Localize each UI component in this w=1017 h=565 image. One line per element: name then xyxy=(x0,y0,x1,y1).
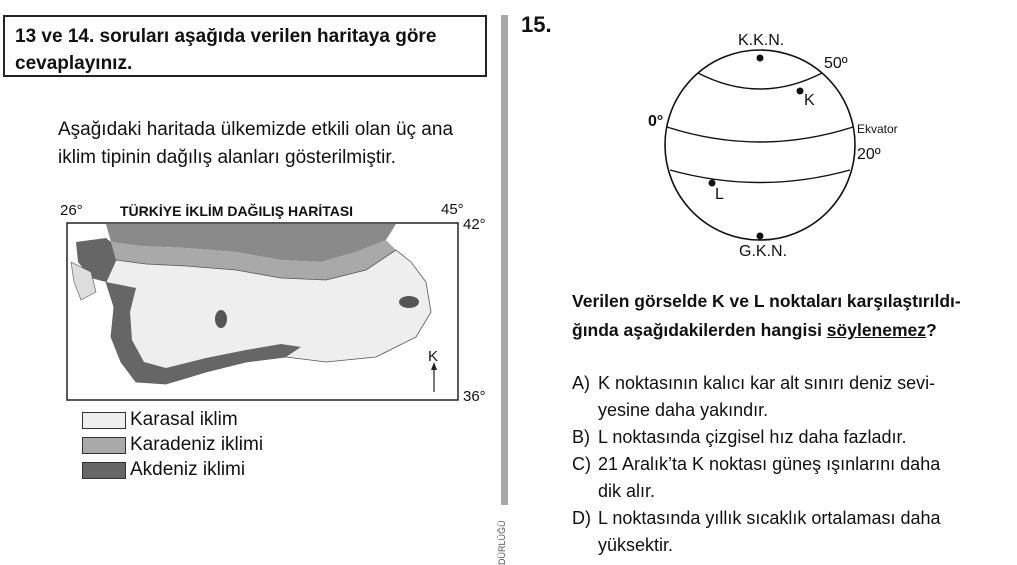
legend-item-karadeniz xyxy=(82,434,263,456)
instruction-line-1: 13 ve 14. soruları aşağıda verilen haritaya göre xyxy=(15,26,437,47)
option-text-cont: yesine daha yakındır. xyxy=(598,400,769,420)
globe-lat-50-label: 50º xyxy=(824,55,848,72)
globe-south-pole-label: G.K.N. xyxy=(739,243,788,260)
globe-point-l-label: L xyxy=(715,186,724,203)
question-prompt-line-2 xyxy=(572,316,1012,345)
map-lon-right: 45° xyxy=(441,201,464,218)
option-letter: C) xyxy=(572,454,591,474)
option-c[interactable] xyxy=(572,451,1012,505)
legend-item-akdeniz xyxy=(82,459,245,481)
instruction-box xyxy=(3,15,487,77)
map-lat-top: 42° xyxy=(463,216,486,233)
legend-swatch xyxy=(82,412,126,429)
intro-line-1: Aşağıdaki haritada ülkemizde etkili olan üç ana xyxy=(58,119,454,140)
question-prompt xyxy=(572,287,1012,345)
option-d[interactable] xyxy=(572,505,1012,559)
legend-swatch xyxy=(82,462,126,479)
option-text: L noktasında çizgisel hız daha fazladır. xyxy=(598,427,907,447)
option-text: 21 Aralık’ta K noktası güneş ışınlarını daha xyxy=(598,454,941,474)
option-text: L noktasında yıllık sıcaklık ortalaması daha xyxy=(598,508,941,528)
option-letter: B) xyxy=(572,427,590,447)
globe-diagram xyxy=(660,45,860,245)
globe-point-k-label: K xyxy=(804,92,815,109)
intro-text xyxy=(58,116,498,172)
map-lon-left: 26° xyxy=(60,202,83,219)
globe-meridian-label: 0° xyxy=(648,113,664,130)
option-b[interactable] xyxy=(572,424,1012,451)
globe-equator-label: Ekvator xyxy=(857,122,898,136)
instruction-line-2: cevaplayınız. xyxy=(15,53,133,74)
column-divider xyxy=(501,15,508,505)
globe-lat-20-label: 20º xyxy=(857,146,881,163)
legend-swatch xyxy=(82,437,126,454)
option-text-cont: yüksektir. xyxy=(598,535,674,555)
option-letter: D) xyxy=(572,508,591,528)
option-letter: A) xyxy=(572,373,590,393)
map-lat-bottom: 36° xyxy=(463,388,486,405)
legend-item-karasal xyxy=(82,409,238,431)
question-number: 15. xyxy=(521,12,552,37)
legend-label: Karadeniz iklimi xyxy=(130,434,264,455)
question-prompt-line-1: Verilen görselde K ve L noktaları karşılaştırıldı- xyxy=(572,291,961,311)
globe-north-pole-label: K.K.N. xyxy=(738,32,785,49)
intro-line-2: iklim tipinin dağılış alanları gösterilmiştir. xyxy=(58,147,396,168)
map-title: TÜRKİYE İKLİM DAĞILIŞ HARİTASI xyxy=(120,203,354,219)
legend-label: Akdeniz iklimi xyxy=(130,459,246,480)
question-prompt-mark: ? xyxy=(926,320,937,340)
turkey-climate-map xyxy=(66,222,466,402)
question-prompt-text: ğında aşağıdakilerden hangisi xyxy=(572,320,827,340)
option-text-cont: dik alır. xyxy=(598,481,656,501)
question-prompt-emphasis: söylenemez xyxy=(826,320,927,340)
option-a[interactable] xyxy=(572,370,1012,424)
north-arrow-label: K xyxy=(428,348,439,365)
side-vertical-text: DÜRLÜĞÜ xyxy=(497,520,507,565)
legend-label: Karasal iklim xyxy=(130,409,238,430)
option-text: K noktasının kalıcı kar alt sınırı deniz sevi- xyxy=(598,373,936,393)
